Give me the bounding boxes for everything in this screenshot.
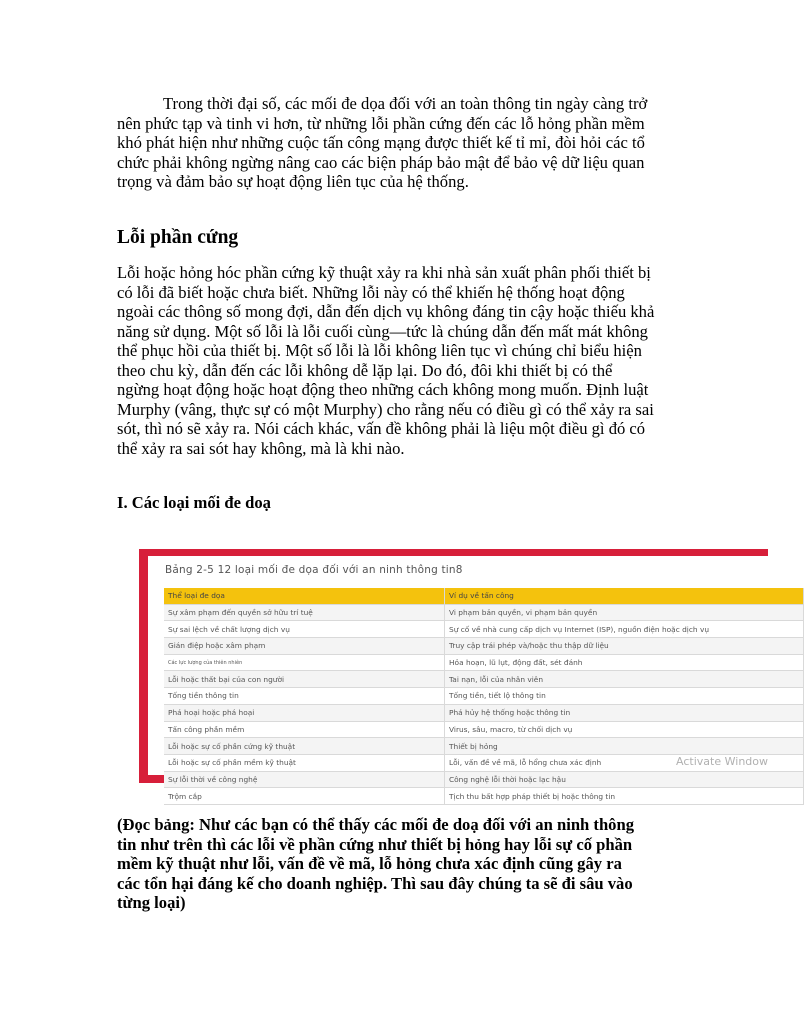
- intro-paragraph: Trong thời đại số, các mối đe dọa đối với an toàn thông tin ngày càng trở nên phức tạp và tinh vi hơn, từ những lỗi phần cứng đến các lỗ hỏng phần mềm khó phát hiện như những cuộc tấn công mạng được thiết kế tỉ mỉ, đòi hỏi các tổ chức phải không ngừng nâng cao các biện pháp bảo mật để bảo vệ dữ liệu quan trọng và đảm bảo sự hoạt động liên tục của hệ thống.: [117, 94, 648, 191]
- threat-types-heading: I. Các loại mối đe doạ: [117, 493, 271, 512]
- table-cell-threat: Trộm cắp: [164, 788, 445, 805]
- activate-windows-watermark: Activate Window: [676, 755, 768, 768]
- table-cell-example: Tai nạn, lỗi của nhân viên: [445, 671, 804, 688]
- threat-table-title: Bảng 2-5 12 loại mối đe dọa đối với an ninh thông tin8: [165, 564, 463, 576]
- hardware-paragraph: Lỗi hoặc hỏng hóc phần cứng kỹ thuật xảy ra khi nhà sản xuất phân phối thiết bị có lỗi đã biết hoặc chưa biết. Những lỗi này có thể khiến hệ thống hoạt động ngoài các thông số mong đợi, dẫn đến dịch vụ không đáng tin cậy hoặc thiếu khả năng sử dụng. Một số lỗi là lỗi cuối cùng—tức là chúng dẫn đến mất mát không thể phục hồi của thiết bị. Một số lỗi là lỗi không liên tục vì chúng chỉ biểu hiện theo chu kỳ, dẫn đến các lỗi không dễ lặp lại. Do đó, đôi khi thiết bị có thể ngừng hoạt động hoặc hoạt động theo những cách không mong muốn. Định luật Murphy (vâng, thực sự có một Murphy) cho rằng nếu có điều gì có thể xảy ra sai sót, thì nó sẽ xảy ra. Nói cách khác, vấn đề không phải là liệu một điều gì đó có thể xảy ra sai sót hay không, mà là khi nào.: [117, 263, 655, 458]
- table-cell-example: Tống tiền, tiết lộ thông tin: [445, 688, 804, 705]
- table-cell-example: Tịch thu bất hợp pháp thiết bị hoặc thông tin: [445, 788, 804, 805]
- table-row: [164, 638, 804, 655]
- table-row: [164, 604, 804, 621]
- table-row: [164, 688, 804, 705]
- table-row: [164, 738, 804, 755]
- table-cell-example: Sự cố về nhà cung cấp dịch vụ Internet (ISP), nguồn điện hoặc dịch vụ: [445, 621, 804, 638]
- table-row: [164, 704, 804, 721]
- table-note-paragraph: (Đọc bảng: Như các bạn có thể thấy các mối đe doạ đối với an ninh thông tin như trên thì các lỗi về phần cứng như thiết bị hỏng hay lỗi sự cố phần mềm kỹ thuật như lỗi, vấn đề về mã, lỗ hỏng chưa xác định cũng gây ra các tổn hại đáng kế cho doanh nghiệp. Thì sau đây chúng ta sẽ đi sâu vào từng loại): [117, 815, 635, 912]
- table-cell-threat: Gián điệp hoặc xâm phạm: [164, 638, 445, 655]
- table-header-cell: Ví dụ về tấn công: [445, 588, 804, 604]
- threat-table-panel: [148, 556, 768, 801]
- table-row: [164, 671, 804, 688]
- table-cell-example: Vi phạm bản quyền, vi phạm bản quyền: [445, 604, 804, 621]
- threat-table: [164, 588, 804, 805]
- hardware-heading: Lỗi phần cứng: [117, 227, 239, 248]
- table-row: [164, 654, 804, 671]
- table-cell-example: Công nghệ lỗi thời hoặc lạc hậu: [445, 771, 804, 788]
- table-cell-threat: Tống tiền thông tin: [164, 688, 445, 705]
- table-cell-example: Thiết bị hỏng: [445, 738, 804, 755]
- table-cell-threat: Lỗi hoặc thất bại của con người: [164, 671, 445, 688]
- table-cell-example: Virus, sâu, macro, từ chối dịch vụ: [445, 721, 804, 738]
- table-cell-example: Phá hủy hệ thống hoặc thông tin: [445, 704, 804, 721]
- table-header-cell: Thể loại đe dọa: [164, 588, 445, 604]
- table-cell-threat: Lỗi hoặc sự cố phần cứng kỹ thuật: [164, 738, 445, 755]
- table-cell-threat: Tấn công phần mềm: [164, 721, 445, 738]
- table-row: [164, 621, 804, 638]
- table-cell-threat: Các lực lượng của thiên nhiên: [164, 654, 445, 671]
- table-row: [164, 788, 804, 805]
- table-header-row: [164, 588, 804, 604]
- table-cell-threat: Phá hoại hoặc phá hoại: [164, 704, 445, 721]
- table-cell-threat: Sự xâm phạm đến quyền sở hữu trí tuệ: [164, 604, 445, 621]
- table-cell-threat: Sự sai lệch về chất lượng dịch vụ: [164, 621, 445, 638]
- table-cell-threat: Sự lỗi thời về công nghệ: [164, 771, 445, 788]
- table-cell-threat: Lỗi hoặc sự cố phần mềm kỹ thuật: [164, 754, 445, 771]
- table-cell-example: Hỏa hoạn, lũ lụt, động đất, sét đánh: [445, 654, 804, 671]
- table-cell-example: Truy cập trái phép và/hoặc thu thập dữ liệu: [445, 638, 804, 655]
- table-row: [164, 721, 804, 738]
- table-row: [164, 771, 804, 788]
- threat-table-image: [139, 549, 768, 801]
- table-cell-example: Lỗi, vấn đề về mã, lỗ hổng chưa xác định: [445, 754, 804, 771]
